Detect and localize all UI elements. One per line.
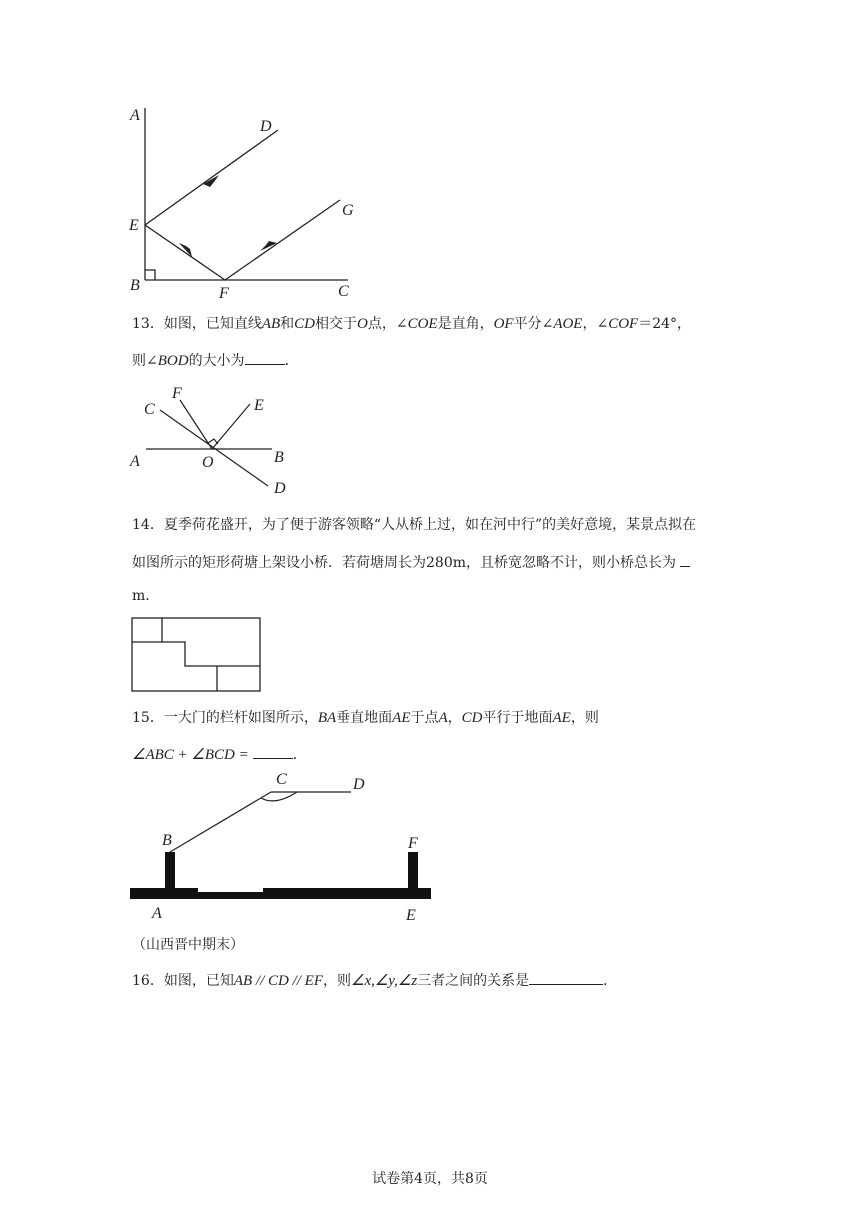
label-B: B — [274, 449, 284, 466]
pond-rectangle — [132, 618, 260, 691]
label-B: B — [130, 277, 140, 294]
ray-OF — [180, 400, 212, 449]
question-14-line2: 如图所示的矩形荷塘上架设小桥．若荷塘周长为280m，且桥宽忽略不计，则小桥总长为 — [132, 552, 742, 573]
light-reflection-figure — [120, 100, 370, 310]
answer-blank-16[interactable] — [529, 970, 603, 985]
ground-right — [263, 888, 431, 899]
question-14-line3: m． — [132, 588, 160, 604]
label-D: D — [260, 118, 272, 135]
right-angle-mark — [145, 270, 155, 280]
answer-blank-13[interactable] — [245, 350, 285, 365]
question-15-line2: ∠ABC + ∠BCD = ． — [132, 744, 742, 765]
label-G: G — [342, 202, 354, 219]
question-13-line1: 13．如图，已知直线AB和CD相交于O点，∠COE是直角，OF平分∠AOE，∠COF＝24°， — [132, 316, 692, 332]
question-13-line2: 则∠BOD的大小为 ． — [132, 350, 742, 371]
line-EF — [145, 225, 225, 280]
intersecting-lines-figure — [120, 376, 310, 501]
page-footer: 试卷第4页，共8页 — [372, 1171, 488, 1187]
label-F: F — [219, 285, 229, 302]
post-AB — [165, 852, 175, 890]
label-C: C — [338, 283, 349, 300]
label-A: A — [130, 453, 140, 470]
gate-railing-figure — [125, 766, 445, 926]
label-A: A — [152, 905, 162, 922]
label-E: E — [406, 907, 416, 924]
label-F: F — [408, 835, 418, 852]
label-D: D — [353, 776, 365, 793]
label-E: E — [129, 217, 139, 234]
label-E: E — [254, 397, 264, 414]
bridge-path-2 — [162, 642, 260, 666]
label-D: D — [274, 480, 286, 497]
bridge-path — [132, 618, 162, 642]
angle-arc — [261, 792, 297, 801]
label-A: A — [130, 107, 140, 124]
label-O: O — [202, 454, 214, 471]
ground-mid-low — [198, 892, 263, 899]
post-EF — [408, 852, 418, 890]
line-CD — [160, 410, 268, 486]
answer-blank-14[interactable] — [680, 552, 690, 567]
line-FG — [225, 200, 340, 280]
label-F: F — [172, 385, 182, 402]
question-15-line1: 15．一大门的栏杆如图所示，BA垂直地面AE于点A，CD平行于地面AE，则 — [132, 710, 599, 726]
rail-BC — [170, 792, 271, 852]
ground-left — [130, 888, 198, 899]
ray-OE — [212, 404, 250, 449]
label-C: C — [144, 401, 155, 418]
label-B: B — [162, 832, 172, 849]
pond-bridge-figure — [130, 616, 264, 694]
question-16: 16．如图，已知AB // CD // EF，则∠x,∠y,∠z三者之间的关系是 ． — [132, 970, 742, 991]
label-C: C — [276, 771, 287, 788]
source-note: （山西晋中期末） — [132, 937, 244, 953]
arrow-DE — [203, 175, 219, 187]
question-14-line1: 14．夏季荷花盛开，为了便于游客领略“人从桥上过，如在河中行”的美好意境，某景点拟在 — [132, 517, 697, 533]
line-DE — [145, 130, 278, 225]
answer-blank-15[interactable] — [253, 744, 293, 759]
